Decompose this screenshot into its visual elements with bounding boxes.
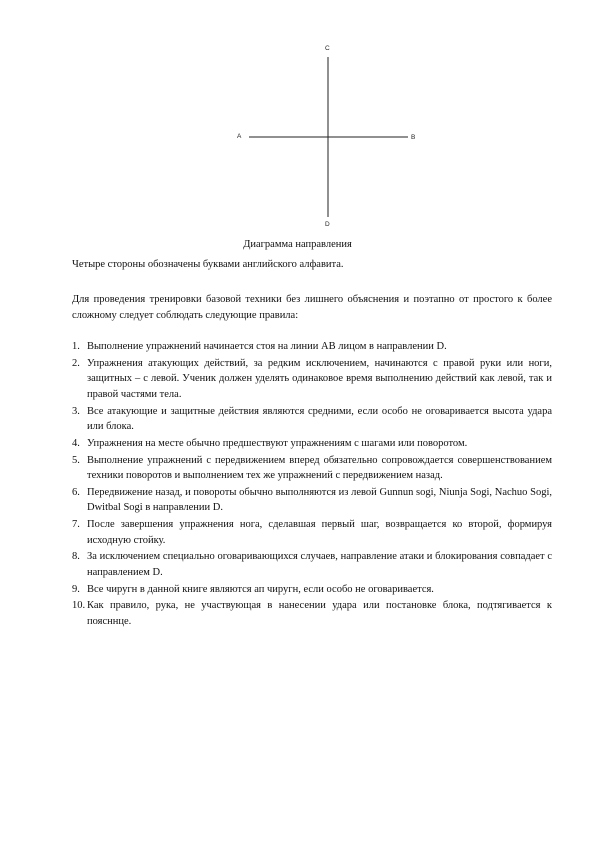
rule-number: 8. bbox=[72, 551, 80, 563]
direction-cross bbox=[225, 45, 425, 235]
direction-label-b: B bbox=[411, 134, 416, 141]
direction-label-a: A bbox=[237, 133, 242, 140]
rule-text: Все чиругн в данной книге являются ап чиругн, если особо не оговаривается. bbox=[87, 583, 434, 595]
direction-label-d: D bbox=[325, 221, 330, 228]
rule-number: 5. bbox=[72, 454, 80, 466]
rule-text: Все атакующие и защитные действия являются средними, если особо не оговаривается высота удара или блока. bbox=[87, 405, 552, 433]
rule-text: Упражнения на месте обычно предшествуют упражнениям с шагами или поворотом. bbox=[87, 437, 468, 449]
rule-text: Выполнение упражнений начинается стоя на линии АВ лицом в направлении D. bbox=[87, 341, 447, 352]
rule-text: Передвижение назад, и повороты обычно выполняются из левой Gunnun sogi, Niunja Sogi, Nachuo Sogi, Dwitbal Sogi в направлении D. bbox=[87, 486, 552, 514]
rule-number: 7. bbox=[72, 519, 80, 531]
rule-item bbox=[72, 404, 552, 435]
rule-number: 9. bbox=[72, 583, 80, 595]
rule-item bbox=[72, 598, 552, 629]
rule-item bbox=[72, 517, 552, 548]
rule-item bbox=[72, 339, 552, 355]
diagram-subtitle: Четыре стороны обозначены буквами английского алфавита. bbox=[72, 259, 344, 270]
rule-item bbox=[72, 485, 552, 516]
rule-number: 6. bbox=[72, 486, 80, 498]
rule-number: 4. bbox=[72, 437, 80, 449]
rule-text: После завершения упражнения нога, сделавшая первый шаг, возвращается ко второй, формируя исходную стойку. bbox=[87, 519, 552, 546]
direction-label-c: C bbox=[325, 45, 330, 52]
intro-paragraph: Для проведения тренировки базовой техники без лишнего объяснения и поэтапно от простого к более сложному следует соблюдать следующие правила: bbox=[72, 294, 552, 321]
rule-item bbox=[72, 436, 552, 452]
rule-number: 1. bbox=[72, 341, 80, 352]
rule-text: Выполнение упражнений с передвижением вперед обязательно сопровождается совершенствованием техники поворотов и выполнением тех же упражнений с передвижением назад. bbox=[87, 454, 552, 482]
rule-number: 2. bbox=[72, 357, 80, 369]
rule-item bbox=[72, 549, 552, 580]
rule-item bbox=[72, 453, 552, 484]
rule-item bbox=[72, 356, 552, 403]
diagram-caption: Диаграмма направления bbox=[243, 239, 352, 250]
direction-diagram bbox=[225, 45, 425, 235]
rules-list bbox=[72, 339, 552, 631]
rule-text: Как правило, рука, не участвующая в нанесении удара или постановке блока, подтягивается к поясннце. bbox=[87, 600, 552, 627]
rule-number: 3. bbox=[72, 405, 80, 417]
rule-item bbox=[72, 582, 552, 598]
rule-text: Упражнения атакующих действий, за редким исключением, начинаются с правой руки или ноги, защитных – с левой. Ученик должен уделять одинаковое время выполнению действий как левой, так и правой частями тела. bbox=[87, 357, 552, 400]
rule-number: 10. bbox=[72, 600, 86, 612]
rule-text: За исключением специально оговаривающихся случаев, направление атаки и блокирования совпадает с направлением D. bbox=[87, 551, 552, 578]
